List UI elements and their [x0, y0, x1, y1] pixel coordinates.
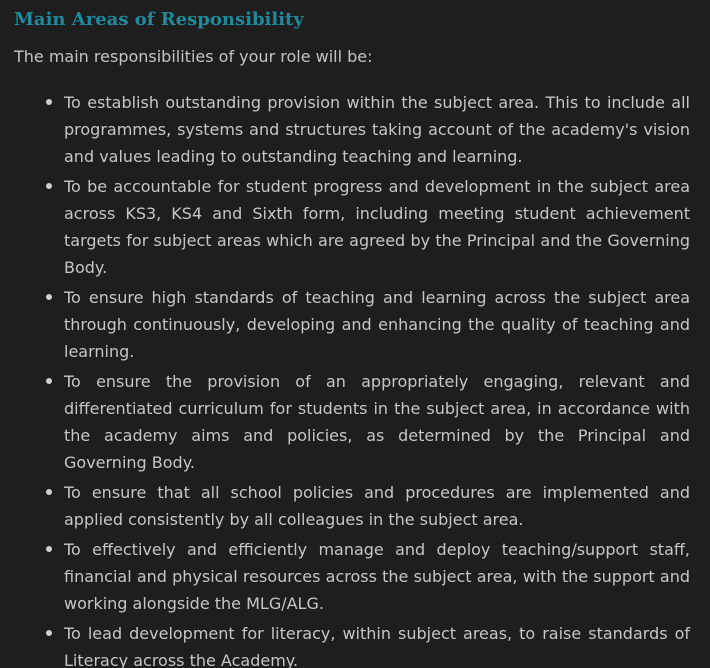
responsibility-text: To be accountable for student progress and development in the subject area across KS3, KS4 and Sixth form, including meeting student achievement targets for subject areas which are agreed by the Principal and the Governing Body. — [64, 177, 690, 277]
responsibility-text: To effectively and efficiently manage and deploy teaching/support staff, financial and physical resources across the subject area, with the support and working alongside the MLG/ALG. — [64, 540, 690, 613]
bullet-icon — [46, 630, 52, 636]
bullet-icon — [46, 378, 52, 384]
bullet-icon — [46, 546, 52, 552]
responsibility-item — [0, 368, 690, 476]
section-heading: Main Areas of Responsibility — [14, 9, 304, 30]
responsibility-text: To establish outstanding provision within the subject area. This to include all programmes, systems and structures taking account of the academy's vision and values leading to outstanding teaching and learning. — [64, 93, 690, 166]
bullet-icon — [46, 294, 52, 300]
responsibility-text: To ensure that all school policies and procedures are implemented and applied consistently by all colleagues in the subject area. — [64, 483, 690, 529]
responsibility-text: To ensure the provision of an appropriately engaging, relevant and differentiated curriculum for students in the subject area, in accordance with the academy aims and policies, as determined by the Principal and Governing Body. — [64, 372, 690, 472]
responsibility-item — [0, 89, 690, 170]
responsibility-item — [0, 536, 690, 617]
responsibility-item — [0, 173, 690, 281]
responsibility-item — [0, 479, 690, 533]
bullet-icon — [46, 99, 52, 105]
responsibility-text: To ensure high standards of teaching and learning across the subject area through continuously, developing and enhancing the quality of teaching and learning. — [64, 288, 690, 361]
responsibility-item — [0, 284, 690, 365]
responsibility-item — [0, 620, 690, 668]
intro-text: The main responsibilities of your role will be: — [14, 47, 373, 66]
bullet-icon — [46, 489, 52, 495]
bullet-icon — [46, 183, 52, 189]
responsibilities-list — [0, 89, 690, 668]
responsibility-text: To lead development for literacy, within subject areas, to raise standards of Literacy across the Academy. — [64, 624, 690, 668]
